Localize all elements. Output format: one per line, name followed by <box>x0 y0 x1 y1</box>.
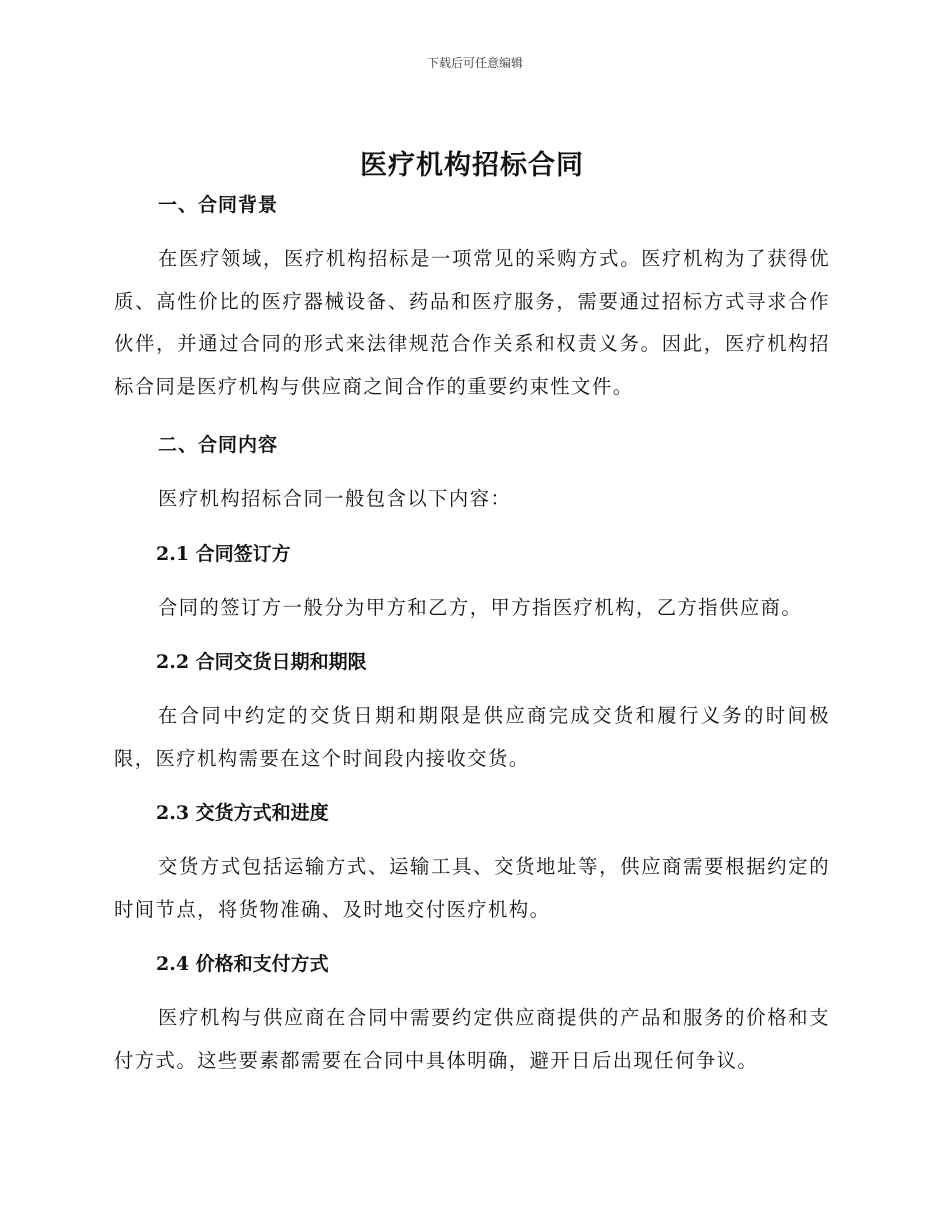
subsection-paragraph-2-3: 交货方式包括运输方式、运输工具、交货地址等，供应商需要根据约定的时间节点，将货物准确、及时地交付医疗机构。 <box>114 855 830 921</box>
subsection-heading-2-3: 2.3 交货方式和进度 <box>156 802 329 824</box>
subsection-paragraph-2-1: 合同的签订方一般分为甲方和乙方，甲方指医疗机构，乙方指供应商。 <box>158 595 803 619</box>
subsection-heading-2-4: 2.4 价格和支付方式 <box>156 953 329 975</box>
section-heading-background: 一、合同背景 <box>158 194 279 216</box>
subsection-heading-2-2: 2.2 合同交货日期和期限 <box>156 651 367 673</box>
subsection-paragraph-2-2: 在合同中约定的交货日期和期限是供应商完成交货和履行义务的时间极限，医疗机构需要在这个时间段内接收交货。 <box>114 704 830 770</box>
section-paragraph-background: 在医疗领域，医疗机构招标是一项常见的采购方式。医疗机构为了获得优质、高性价比的医疗器械设备、药品和医疗服务，需要通过招标方式寻求合作伙伴，并通过合同的形式来法律规范合作关系和权责义务。因此，医疗机构招标合同是医疗机构与供应商之间合作的重要约束性文件。 <box>114 247 830 398</box>
section-heading-content: 二、合同内容 <box>158 434 279 456</box>
document-title: 医疗机构招标合同 <box>360 150 584 181</box>
subsection-paragraph-2-4: 医疗机构与供应商在合同中需要约定供应商提供的产品和服务的价格和支付方式。这些要素都需要在合同中具体明确，避开日后出现任何争议。 <box>114 1006 830 1072</box>
page-header-note: 下载后可任意编辑 <box>426 56 523 70</box>
document-body <box>114 140 830 1082</box>
section-paragraph-content-intro: 医疗机构招标合同一般包含以下内容： <box>158 487 512 510</box>
subsection-heading-2-1: 2.1 合同签订方 <box>156 542 291 565</box>
